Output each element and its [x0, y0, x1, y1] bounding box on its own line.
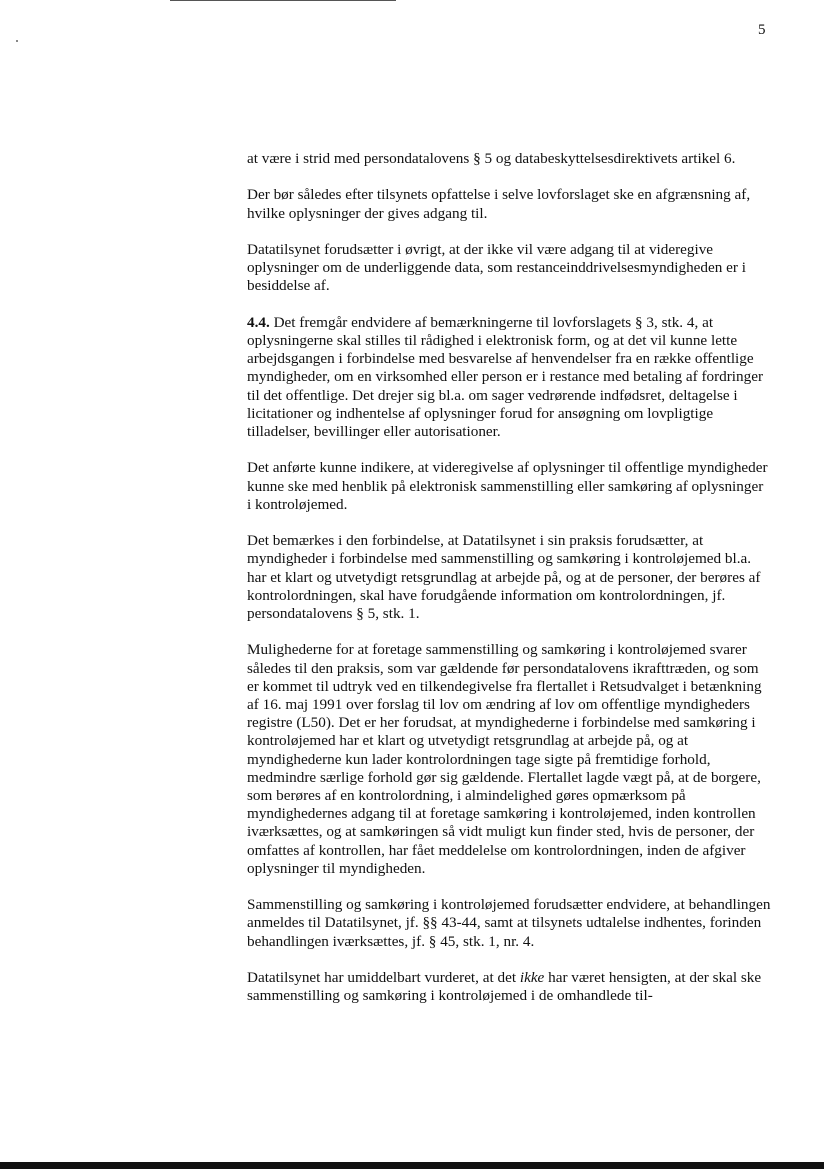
paragraph-2: Der bør således efter tilsynets opfattelse i selve lovforslaget ske en afgrænsning af, hvilke oplysninger der gives adgang til. — [247, 186, 751, 222]
paragraph-6: Det bemærkes i den forbindelse, at Datatilsynet i sin praksis forudsætter, at myndigheder i forbindelse med sammenstilling og samkøring i kontroløjemed bl.a. har et klart og utvetydigt retsgrundlag at arbejde på, og at de personer, der berøres af kontrolordningen, skal have forudgående information om kontrolordningen, jf. persondatalovens § 5, stk. 1. — [247, 532, 761, 622]
paragraph-9-emphasis: ikke — [519, 969, 545, 987]
paragraph-9 — [247, 969, 771, 1005]
paragraph-4-4 — [247, 314, 771, 441]
paragraph-5: Det anførte kunne indikere, at videregivelse af oplysninger til offentlige myndigheder kunne ske med henblik på elektronisk sammenstilling eller samkøring af oplysninger i kontroløjemed. — [247, 459, 768, 513]
paragraph-1: at være i strid med persondatalovens § 5 og databeskyttelsesdirektivets artikel 6. — [247, 150, 736, 167]
scan-bottom-edge — [0, 1162, 824, 1169]
paragraph-7: Mulighederne for at foretage sammenstilling og samkøring i kontroløjemed svarer således til den praksis, som var gældende før persondatalovens ikrafttræden, og som er kommet til udtryk ved en tilkendegivelse fra flertallet i Retsudvalget i betænkning af 16. maj 1991 over forslag til lov om ændring af lov om offentlige myndigheders registre (L50). Det er her forudsat, at myndighederne i forbindelse med samkøring i kontroløjemed har et klart og utvetydigt retsgrundlag at arbejde på, og at myndighederne kun lader kontrolordningen tage sigte på fremtidige forhold, medmindre særlige forhold gør sig gældende. Flertallet lagde vægt på, at de borgere, som berøres af en kontrolordning, i almindelighed gøres opmærksom på myndighedernes adgang til at foretage samkøring i kontroløjemed, inden kontrollen iværksættes, og at samkøringen så vidt muligt kun finder sted, hvis de personer, der omfattes af kontrollen, har fået meddelelse om kontrolordningen, inden de afgiver oplysninger til myndigheden. — [247, 641, 762, 877]
paragraph-3: Datatilsynet forudsætter i øvrigt, at der ikke vil være adgang til at videregive oplysninger om de underliggende data, som restanceinddrivelsesmyndigheden er i besiddelse af. — [247, 240, 746, 295]
paragraph-4-4-text: Det fremgår endvidere af bemærkningerne til lovforslagets § 3, stk. 4, at oplysningerne skal stilles til rådighed i elektronisk form, og at det vil kunne lette arbejdsgangen i forbindelse med besvarelse af henvendelser fra en række offentlige myndigheder, om en virksomhed eller person er i restance med betaling af fordringer til det offentlige. Det drejer sig bl.a. om sager vedrørende indfødsret, deltagelse i licitationer og indhentelse af oplysninger forud for ansøgning om lovpligtige tilladelser, bevillinger eller autorisationer. — [247, 313, 764, 440]
paragraph-9-end: har været hensigten, at der skal ske sammenstilling og samkøring i kontroløjemed i de omhandlede til- — [247, 969, 762, 1005]
scan-artifact-dot — [16, 40, 18, 42]
section-number: 4.4. — [247, 313, 270, 331]
paragraph-8: Sammenstilling og samkøring i kontroløjemed forudsætter endvidere, at behandlingen anmeldes til Datatilsynet, jf. §§ 43-44, samt at tilsynets udtalelse indhentes, forinden behandlingen iværksættes, jf. § 45, stk. 1, nr. 4. — [247, 896, 771, 950]
scan-top-line — [170, 0, 396, 1]
document-body — [247, 150, 771, 1024]
paragraph-9-start: Datatilsynet har umiddelbart vurderet, at det — [247, 969, 520, 987]
page-number: 5 — [758, 22, 766, 38]
